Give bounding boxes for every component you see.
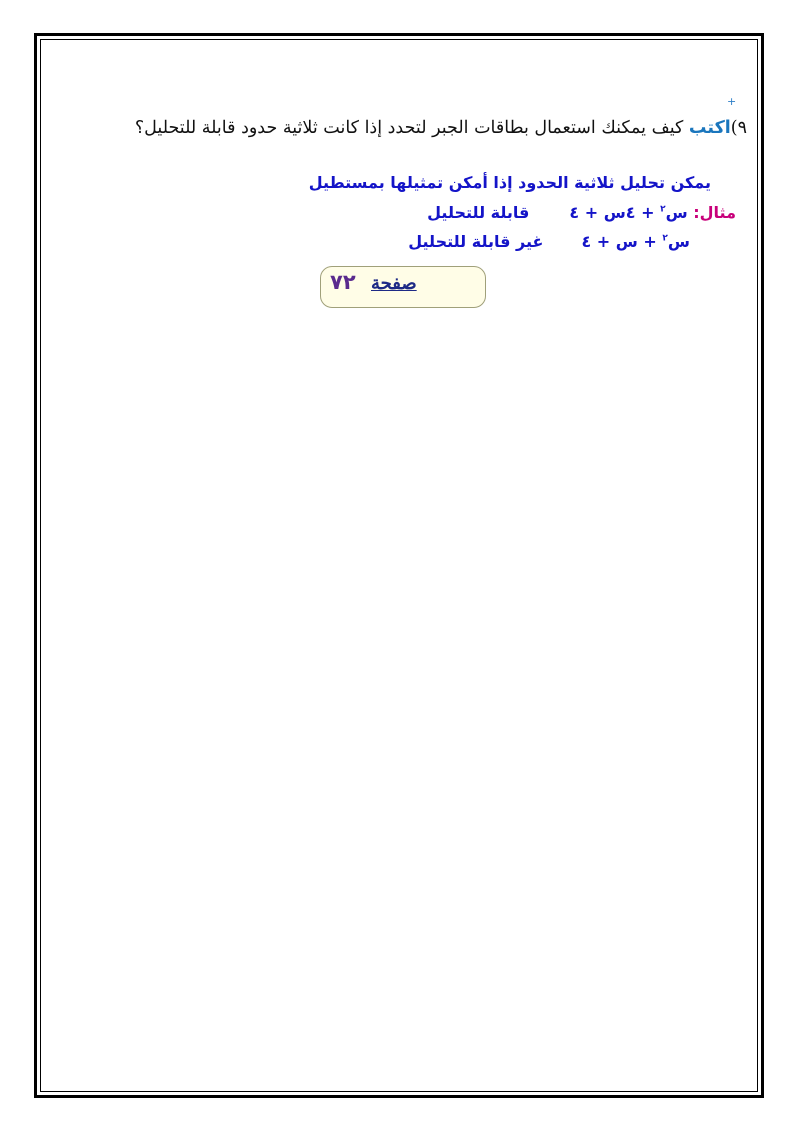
answer-main: يمكن تحليل ثلاثية الحدود إذا أمكن تمثيلها بمستطيل (308, 173, 711, 192)
page-border-inner (40, 39, 758, 1092)
question-line (135, 118, 747, 138)
example-line-1 (427, 203, 736, 222)
page-reference-number: ٧٢ (330, 270, 356, 294)
question-text: كيف يمكنك استعمال بطاقات الجبر لتحدد إذا كانت ثلاثية حدود قابلة للتحليل؟ (134, 118, 684, 138)
example-1-expression: س$^٢$ + ٤س + ٤ (569, 203, 688, 222)
example-2-expression: س$^٢$ + س + ٤ (581, 232, 690, 251)
example-line-2 (408, 232, 690, 251)
question-verb: اكتب (688, 118, 731, 138)
example-2-result: غير قابلة للتحليل (408, 232, 544, 251)
question-number: ٩) (730, 118, 747, 138)
example-label: مثال: (693, 203, 736, 222)
page-reference-word: صفحة (371, 273, 417, 294)
plus-mark: + (727, 95, 737, 108)
example-1-result: قابلة للتحليل (427, 203, 530, 222)
